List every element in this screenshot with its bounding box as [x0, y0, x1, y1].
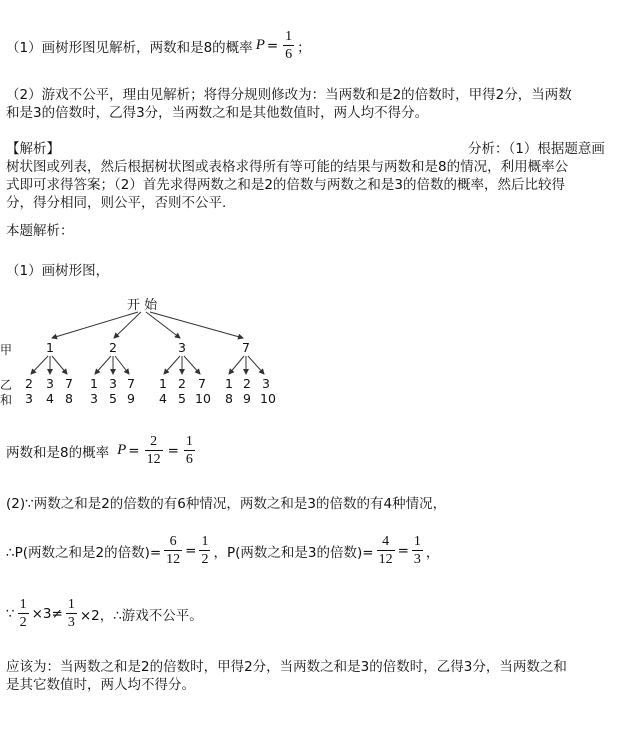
tree-diagram — [0, 290, 290, 410]
numerator: 6 — [169, 534, 177, 549]
tree-arrow-start-2 — [114, 312, 141, 338]
tree-he-4-2: 9 — [243, 391, 251, 406]
final-line-1: 应该为：当两数之和是2的倍数时，甲得2分，当两数之和是3的倍数时，乙得3分，当两数之和 — [6, 659, 567, 675]
tree-yi-1-3: 7 — [65, 376, 73, 391]
fraction-2-12 — [145, 433, 163, 468]
answer-1-text: （1）画树形图见解析，两数和是8的概率 — [6, 39, 253, 56]
numerator: 1 — [201, 534, 209, 549]
tree-arrow-4-a — [229, 356, 244, 374]
tree-he-1-3: 8 — [65, 391, 73, 406]
denominator: 12 — [378, 552, 393, 567]
tree-yi-2-1: 1 — [90, 376, 98, 391]
tree-jia-1: 1 — [46, 340, 54, 355]
comparison-mid: ×3≠ — [31, 605, 63, 622]
prob-8-symbol: P — [117, 442, 127, 458]
because-symbol: ∵ — [6, 605, 15, 622]
denominator: 3 — [67, 615, 75, 630]
denominator: 3 — [413, 552, 421, 567]
tree-he-1-1: 3 — [25, 391, 33, 406]
tree-yi-3-2: 2 — [178, 376, 186, 391]
tree-arrow-2-c — [115, 356, 129, 374]
tree-yi-2-3: 7 — [127, 376, 135, 391]
tree-arrow-1-a — [31, 356, 48, 374]
tree-start: 开 始 — [127, 298, 158, 313]
numerator: 1 — [413, 534, 421, 549]
solution-heading: 本题解析： — [6, 223, 74, 239]
fraction-6-12 — [164, 533, 182, 568]
tree-arrow-3-c — [184, 356, 200, 374]
prob-symbol: P — [255, 37, 265, 53]
answer-2-line-1: （2）游戏不公平，理由见解析；将得分规则修改为：当两数和是2的倍数时，甲得2分，当两数 — [6, 87, 572, 103]
tree-yi-1-2: 3 — [46, 376, 54, 391]
tree-arrow-2-a — [95, 356, 111, 374]
tree-label-jia: 甲 — [0, 343, 13, 357]
tree-jia-2: 2 — [109, 340, 117, 355]
tree-he-3-1: 4 — [159, 391, 167, 406]
tree-yi-4-2: 2 — [243, 376, 251, 391]
final-line-2: 是其它数值时，两人均不得分。 — [6, 677, 195, 693]
tree-yi-4-1: 1 — [225, 376, 233, 391]
tree-yi-2-2: 3 — [109, 376, 117, 391]
numerator: 2 — [150, 434, 158, 449]
solution-step-1: （1）画树形图， — [6, 263, 110, 279]
prob-8-text: 两数和是8的概率 — [6, 444, 110, 461]
tree-arrow-1-c — [52, 356, 67, 374]
denominator: 2 — [19, 615, 27, 630]
tree-jia-3: 3 — [178, 340, 186, 355]
analysis-heading: 【解析】 — [6, 141, 60, 157]
tree-he-3-2: 5 — [178, 391, 186, 406]
analysis-line-2: 式即可求得答案；（2）首先求得两数之和是2的倍数与两数之和是3的倍数的概率，然后比较得 — [6, 177, 566, 193]
tree-arrow-start-4 — [150, 312, 243, 338]
answer-1 — [6, 28, 311, 63]
tree-he-1-2: 4 — [46, 391, 54, 406]
numerator: 1 — [19, 597, 27, 612]
fraction-1-2 — [199, 533, 210, 568]
prob-8-line: 两数和是8的概率 P = $\frac{2}{12}$ = $\frac{1}{6}$ — [6, 434, 193, 467]
tree-arrow-4-c — [248, 356, 264, 374]
tree-he-3-3: 10 — [195, 391, 211, 406]
tree-he-2-1: 3 — [90, 391, 98, 406]
p3-label: ，P(两数之和是3的倍数)= — [213, 544, 374, 561]
answer-1-end: ； — [297, 39, 311, 56]
analysis-line-3: 分，得分相同，则公平，否则不公平. — [6, 195, 227, 211]
tree-label-yi: 乙 — [0, 378, 13, 392]
analysis-line-1: 树状图或列表，然后根据树状图或表格求得所有等可能的结果与两数和是8的情况，利用概率公 — [6, 159, 569, 175]
part-2-probabilities: ∴P(两数之和是2的倍数)= $\frac{6}{12}$ = $\frac{1}{2}$ ，P(两数之和是3的倍数)= $\frac{4}{12}$ = $\frac{1}{3}$ ， — [6, 534, 440, 567]
tree-yi-3-1: 1 — [159, 376, 167, 391]
fraction-1-3-b — [66, 596, 77, 631]
tree-he-2-3: 9 — [127, 391, 135, 406]
denominator: 6 — [185, 452, 193, 467]
denominator: 2 — [201, 552, 209, 567]
tree-he-4-3: 10 — [260, 391, 276, 406]
tree-yi-3-3: 7 — [198, 376, 206, 391]
p3-end: ， — [425, 544, 440, 561]
fraction-1-3 — [412, 533, 423, 568]
tree-he-2-2: 5 — [109, 391, 117, 406]
tree-jia-4: 7 — [242, 340, 250, 355]
numerator: 1 — [67, 597, 75, 612]
part-2-comparison — [6, 596, 203, 631]
tree-arrow-3-a — [164, 356, 180, 374]
tree-yi-1-1: 2 — [25, 376, 33, 391]
fraction-1-6 — [283, 28, 294, 63]
tree-he-4-1: 8 — [225, 391, 233, 406]
fraction-1-6-b — [184, 433, 195, 468]
p2-label: ∴P(两数之和是2的倍数)= — [6, 544, 162, 561]
tree-arrow-start-1 — [52, 312, 138, 338]
denominator: 12 — [166, 552, 181, 567]
denominator: 12 — [146, 452, 161, 467]
tree-label-he: 和 — [0, 393, 13, 407]
analysis-right: 分析：（1）根据题意画 — [468, 141, 605, 157]
fraction-1-2-b — [18, 596, 29, 631]
comparison-end: ×2，∴游戏不公平。 — [79, 607, 203, 624]
numerator: 4 — [382, 534, 390, 549]
numerator: 1 — [285, 29, 293, 44]
part-2-line-1: (2)∵两数之和是2的倍数的有6种情况，两数之和是3的倍数的有4种情况， — [6, 496, 447, 512]
tree-yi-4-3: 3 — [262, 376, 270, 391]
equals-sign: = — [266, 37, 279, 54]
fraction-4-12 — [377, 533, 395, 568]
numerator: 1 — [185, 434, 193, 449]
answer-2-line-2: 和是3的倍数时，乙得3分，当两数之和是其他数值时，两人均不得分。 — [6, 105, 429, 121]
denominator: 6 — [285, 47, 293, 62]
